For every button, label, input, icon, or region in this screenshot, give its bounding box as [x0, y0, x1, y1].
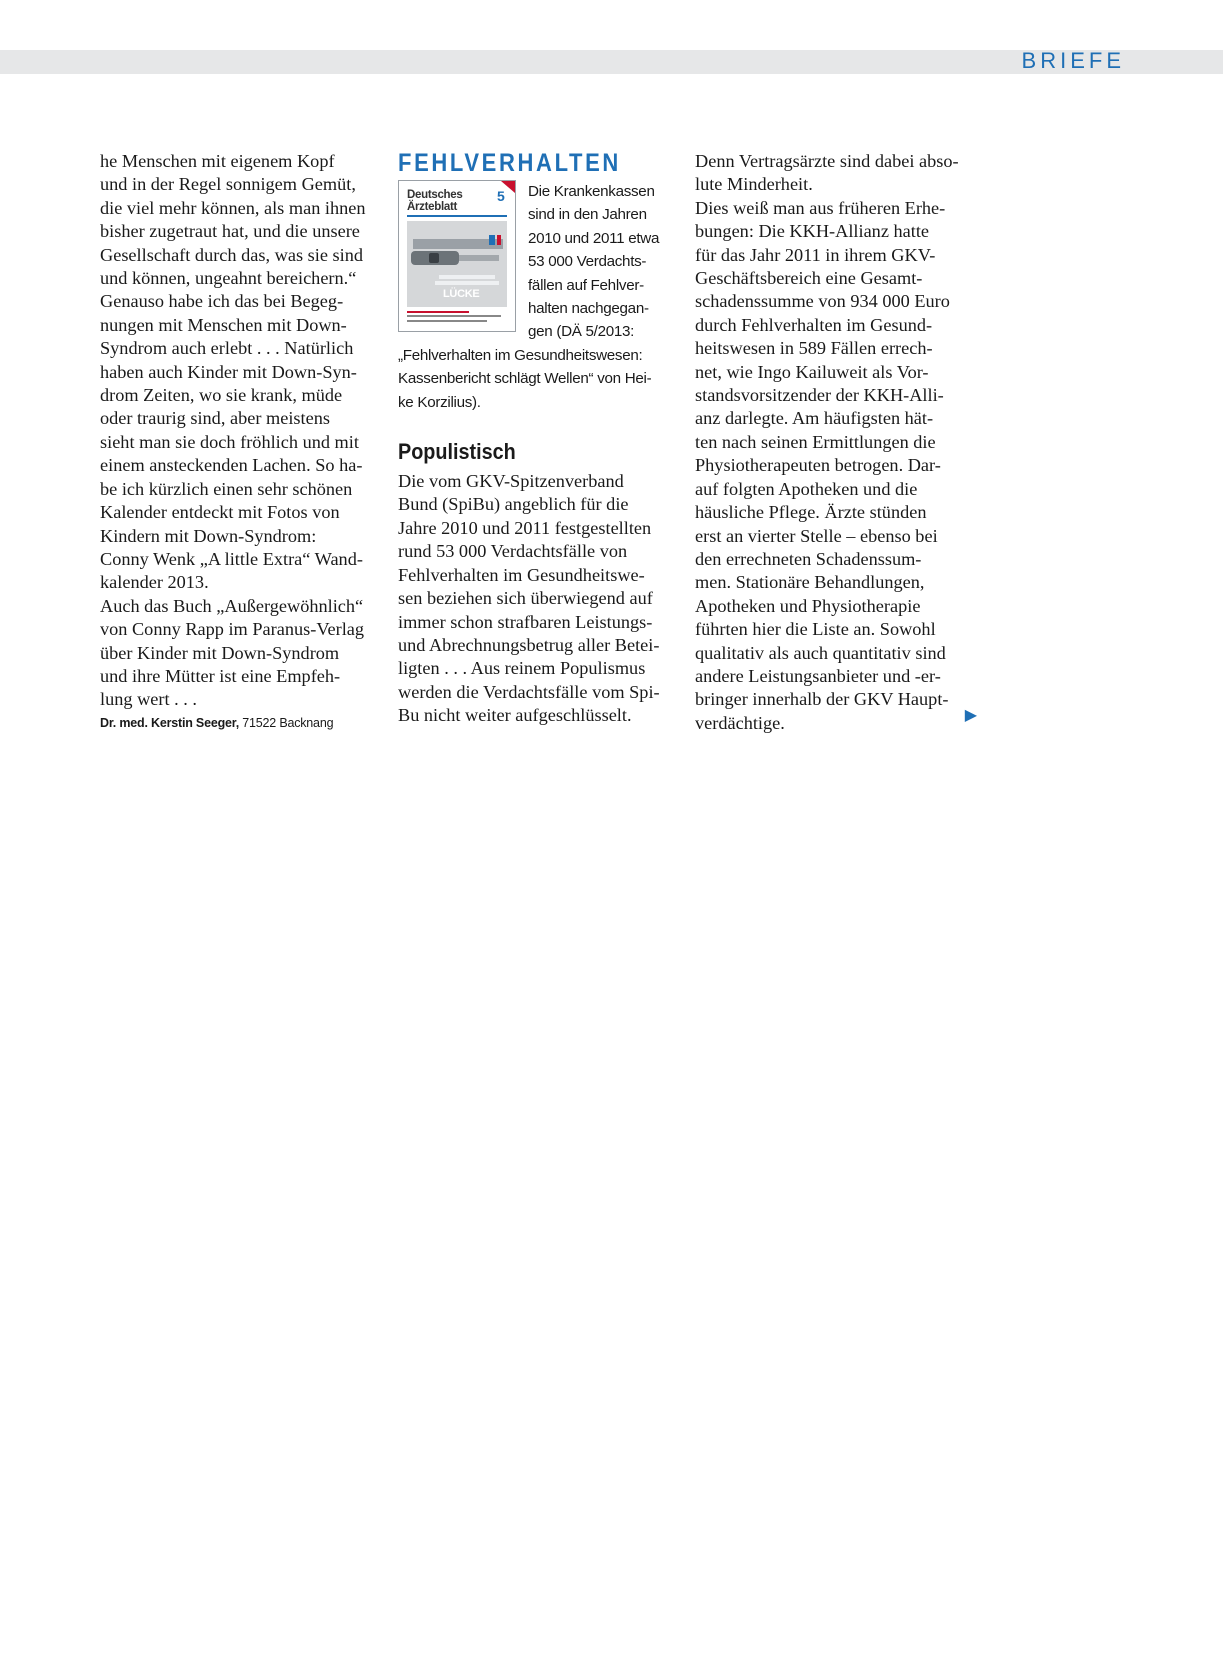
- letter-body-continued: [695, 150, 977, 735]
- text-line: Apotheken und Physiotherapie: [695, 595, 921, 616]
- text-line: einem ansteckenden Lachen. So ha-: [100, 455, 363, 476]
- text-line: werden die Verdachtsfälle vom Spi-: [398, 681, 660, 702]
- article-kicker: FEHLVERHALTEN: [398, 149, 621, 177]
- text-line: Auch das Buch „Außergewöhnlich“: [100, 595, 364, 616]
- text-line: lute Minderheit.: [695, 174, 813, 195]
- signature-name: Dr. med. Kerstin Seeger,: [100, 715, 240, 730]
- text-line: Kindern mit Down-Syndrom:: [100, 525, 317, 546]
- intro-line: „Fehlverhalten im Gesundheitswesen:: [398, 346, 643, 364]
- text-line: Dies weiß man aus früheren Erhe-: [695, 197, 946, 218]
- text-line: ten nach seinen Ermittlungen die: [695, 431, 936, 452]
- text-line: für das Jahr 2011 in ihrem GKV-: [695, 244, 936, 265]
- cover-issue-number: 5: [497, 188, 505, 204]
- magazine-cover-image: [398, 180, 516, 332]
- text-line: Bund (SpiBu) angeblich für die: [398, 494, 629, 515]
- text-line: führten hier die Liste an. Sowohl: [695, 619, 936, 640]
- text-line: und können, ungeahnt bereichern.“: [100, 268, 357, 289]
- article-column-intro: [398, 150, 680, 728]
- text-line: nungen mit Menschen mit Down-: [100, 314, 347, 335]
- text-line: rund 53 000 Verdachtsfälle von: [398, 541, 628, 562]
- text-line: anz darlegte. Am häufigsten hät-: [695, 408, 934, 429]
- text-line: Genauso habe ich das bei Begeg-: [100, 291, 344, 312]
- text-line: Bu nicht weiter aufgeschlüsselt.: [398, 705, 632, 726]
- article-column-continued: [695, 150, 977, 735]
- cover-title-1: Deutsches: [407, 189, 463, 201]
- text-line: über Kinder mit Down-Syndrom: [100, 642, 340, 663]
- text-line: die viel mehr können, als man ihnen: [100, 197, 366, 218]
- text-line: qualitativ als auch quantitativ sind: [695, 642, 946, 663]
- text-line: und ihre Mütter ist eine Empfeh-: [100, 665, 341, 686]
- text-line: drom Zeiten, wo sie krank, müde: [100, 385, 343, 406]
- text-line: he Menschen mit eigenem Kopf: [100, 151, 335, 171]
- intro-line: 53 000 Verdachts-: [528, 253, 647, 271]
- cover-headline: LÜCKE: [443, 288, 480, 300]
- text-line: sen beziehen sich überwiegend auf: [398, 588, 653, 609]
- article-intro: [398, 180, 680, 414]
- text-line: haben auch Kinder mit Down-Syn-: [100, 361, 357, 382]
- text-line: Physiotherapeuten betrogen. Dar-: [695, 455, 941, 476]
- intro-line: sind in den Jahren: [528, 206, 647, 224]
- letter-body-start: [398, 470, 680, 727]
- intro-line: gen (DÄ 5/2013:: [528, 323, 635, 341]
- text-line: und in der Regel sonnigem Gemüt,: [100, 174, 356, 195]
- text-line: auf folgten Apotheken und die: [695, 478, 918, 499]
- signature-place: 71522 Backnang: [239, 715, 334, 730]
- intro-line: 2010 und 2011 etwa: [528, 229, 660, 247]
- text-line: schadenssumme von 934 000 Euro: [695, 291, 950, 312]
- text-line: Gesellschaft durch das, was sie sind: [100, 244, 363, 265]
- text-line: oder traurig sind, aber meistens: [100, 408, 330, 429]
- intro-line: Kassenbericht schlägt Wellen“ von Hei-: [398, 370, 652, 388]
- text-line: und Abrechnungsbetrug aller Betei-: [398, 634, 660, 655]
- letter-column: [100, 150, 382, 734]
- text-line: Jahre 2010 und 2011 festgestellten: [398, 517, 652, 538]
- text-line: den errechneten Schadenssum-: [695, 548, 922, 569]
- text-line: Denn Vertragsärzte sind dabei abso-: [695, 151, 959, 171]
- intro-line: ke Korzilius).: [398, 393, 481, 411]
- text-line: bisher zugetraut hat, und die unsere: [100, 221, 360, 242]
- intro-line: Die Krankenkassen: [528, 183, 655, 200]
- text-line: verdächtige.: [695, 712, 785, 733]
- text-line: kalender 2013.: [100, 572, 209, 593]
- text-line: men. Stationäre Behandlungen,: [695, 572, 925, 593]
- section-label: BRIEFE: [1021, 48, 1125, 73]
- text-line: bringer innerhalb der GKV Haupt-: [695, 689, 949, 710]
- text-line: bungen: Die KKH-Allianz hatte: [695, 221, 930, 242]
- text-line: standsvorsitzender der KKH-Alli-: [695, 385, 944, 406]
- text-line: sieht man sie doch fröhlich und mit: [100, 431, 359, 452]
- intro-line: halten nachgegan-: [528, 300, 649, 318]
- text-line: lung wert . . .: [100, 689, 197, 710]
- text-line: erst an vierter Stelle – ebenso bei: [695, 525, 938, 546]
- text-line: immer schon strafbaren Leistungs-: [398, 611, 653, 632]
- text-line: häusliche Pflege. Ärzte stünden: [695, 502, 927, 523]
- text-line: Fehlverhalten im Gesundheitswe-: [398, 564, 645, 585]
- text-line: Geschäftsbereich eine Gesamt-: [695, 268, 923, 289]
- intro-line: fällen auf Fehlver-: [528, 276, 644, 294]
- letter-headline: Populistisch: [398, 439, 516, 465]
- text-line: andere Leistungsanbieter und -er-: [695, 665, 941, 686]
- text-line: ligten . . . Aus reinem Populismus: [398, 658, 646, 679]
- text-line: Kalender entdeckt mit Fotos von: [100, 502, 340, 523]
- text-line: be ich kürzlich einen sehr schönen: [100, 478, 353, 499]
- cover-title-2: Ärzteblatt: [407, 201, 458, 213]
- text-line: von Conny Rapp im Paranus-Verlag: [100, 619, 365, 640]
- cover-graphic: [399, 181, 515, 331]
- text-line: Syndrom auch erlebt . . . Natürlich: [100, 338, 354, 359]
- letter-body: [100, 150, 382, 712]
- text-line: durch Fehlverhalten im Gesund-: [695, 314, 933, 335]
- letter-signature: [100, 712, 382, 734]
- text-line: Conny Wenk „A little Extra“ Wand-: [100, 548, 363, 569]
- continue-arrow-icon: ▶: [964, 707, 977, 724]
- text-line: heitswesen in 589 Fällen errech-: [695, 338, 933, 359]
- text-line: net, wie Ingo Kailuweit als Vor-: [695, 361, 929, 382]
- text-line: Die vom GKV-Spitzenverband: [398, 471, 624, 492]
